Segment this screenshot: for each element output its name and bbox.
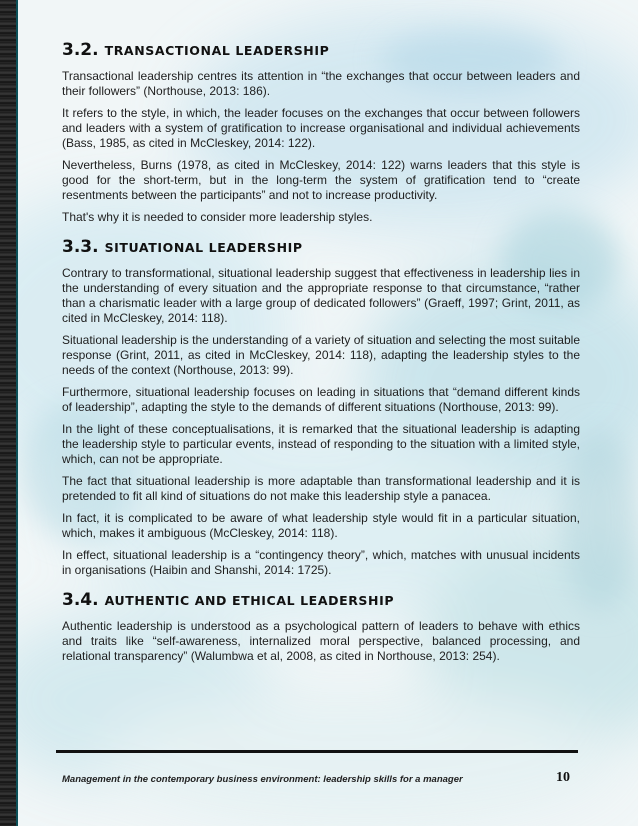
paragraph: Contrary to transformational, situational leadership suggest that effectiveness in leadership lies in the understanding of every situation and the appropriate response to that circumstance, “rather than a charismatic leader with a large group of dedicated followers” (Graeff, 1997; Grint, 2011, as cited in McCleskey, 2014: 118). bbox=[62, 266, 580, 325]
spiral-binding bbox=[0, 0, 16, 826]
section-heading bbox=[62, 40, 580, 60]
section-number: 3.4. bbox=[62, 590, 99, 610]
paragraph: In the light of these conceptualisations, it is remarked that the situational leadership is adapting the leadership style to particular events, instead of responding to the situation with a limited style, which, can not be appropriate. bbox=[62, 422, 580, 466]
paragraph: Transactional leadership centres its attention in “the exchanges that occur between leaders and their followers” (Northouse, 2013: 186). bbox=[62, 69, 580, 98]
footer-rule bbox=[56, 750, 578, 753]
paragraph: Nevertheless, Burns (1978, as cited in McCleskey, 2014: 122) warns leaders that this style is good for the short-term, but in the long-term the system of gratification tend to “create resentments between the participants” and not to increase productivity. bbox=[62, 158, 580, 202]
section-heading bbox=[62, 590, 580, 610]
page-body bbox=[62, 30, 580, 671]
section-heading bbox=[62, 237, 580, 257]
section-number: 3.3. bbox=[62, 237, 99, 257]
footer-title: Management in the contemporary business environment: leadership skills for a manager bbox=[62, 774, 463, 785]
paragraph: In fact, it is complicated to be aware of what leadership style would fit in a particular situation, which, makes it ambiguous (McCleskey, 2014: 118). bbox=[62, 511, 580, 540]
section-number: 3.2. bbox=[62, 40, 99, 60]
paragraph: Furthermore, situational leadership focuses on leading in situations that “demand different kinds of leadership”, adapting the style to the demands of different situations (Northouse, 2013: 99). bbox=[62, 385, 580, 414]
paragraph: The fact that situational leadership is more adaptable than transformational leadership and it is pretended to fit all kind of situations do not make this leadership style a panacea. bbox=[62, 474, 580, 503]
binding-edge bbox=[16, 0, 18, 826]
page-number: 10 bbox=[556, 770, 570, 785]
paragraph: It refers to the style, in which, the leader focuses on the exchanges that occur between followers and leaders with a system of gratification to increase organisational and individual achievements (Bass, 1985, as cited in McCleskey, 2014: 122). bbox=[62, 106, 580, 150]
section-title: SITUATIONAL LEADERSHIP bbox=[104, 240, 303, 255]
paragraph: Situational leadership is the understanding of a variety of situation and selecting the most suitable response (Grint, 2011, as cited in McCleskey, 2014: 118), adapting the leadership styles to the needs of the context (Northouse, 2013: 99). bbox=[62, 333, 580, 377]
section-title: TRANSACTIONAL LEADERSHIP bbox=[104, 43, 330, 58]
paragraph: In effect, situational leadership is a “contingency theory”, which, matches with unusual incidents in organisations (Haibin and Shanshi, 2014: 1725). bbox=[62, 548, 580, 577]
paragraph: That's why it is needed to consider more leadership styles. bbox=[62, 210, 373, 224]
paragraph: Authentic leadership is understood as a psychological pattern of leaders to behave with ethics and traits like “self-awareness, internalized moral perspective, balanced processing, and relational transparency” (Walumbwa et al, 2008, as cited in Northouse, 2013: 254). bbox=[62, 619, 580, 663]
section-title: AUTHENTIC AND ETHICAL LEADERSHIP bbox=[104, 593, 395, 608]
